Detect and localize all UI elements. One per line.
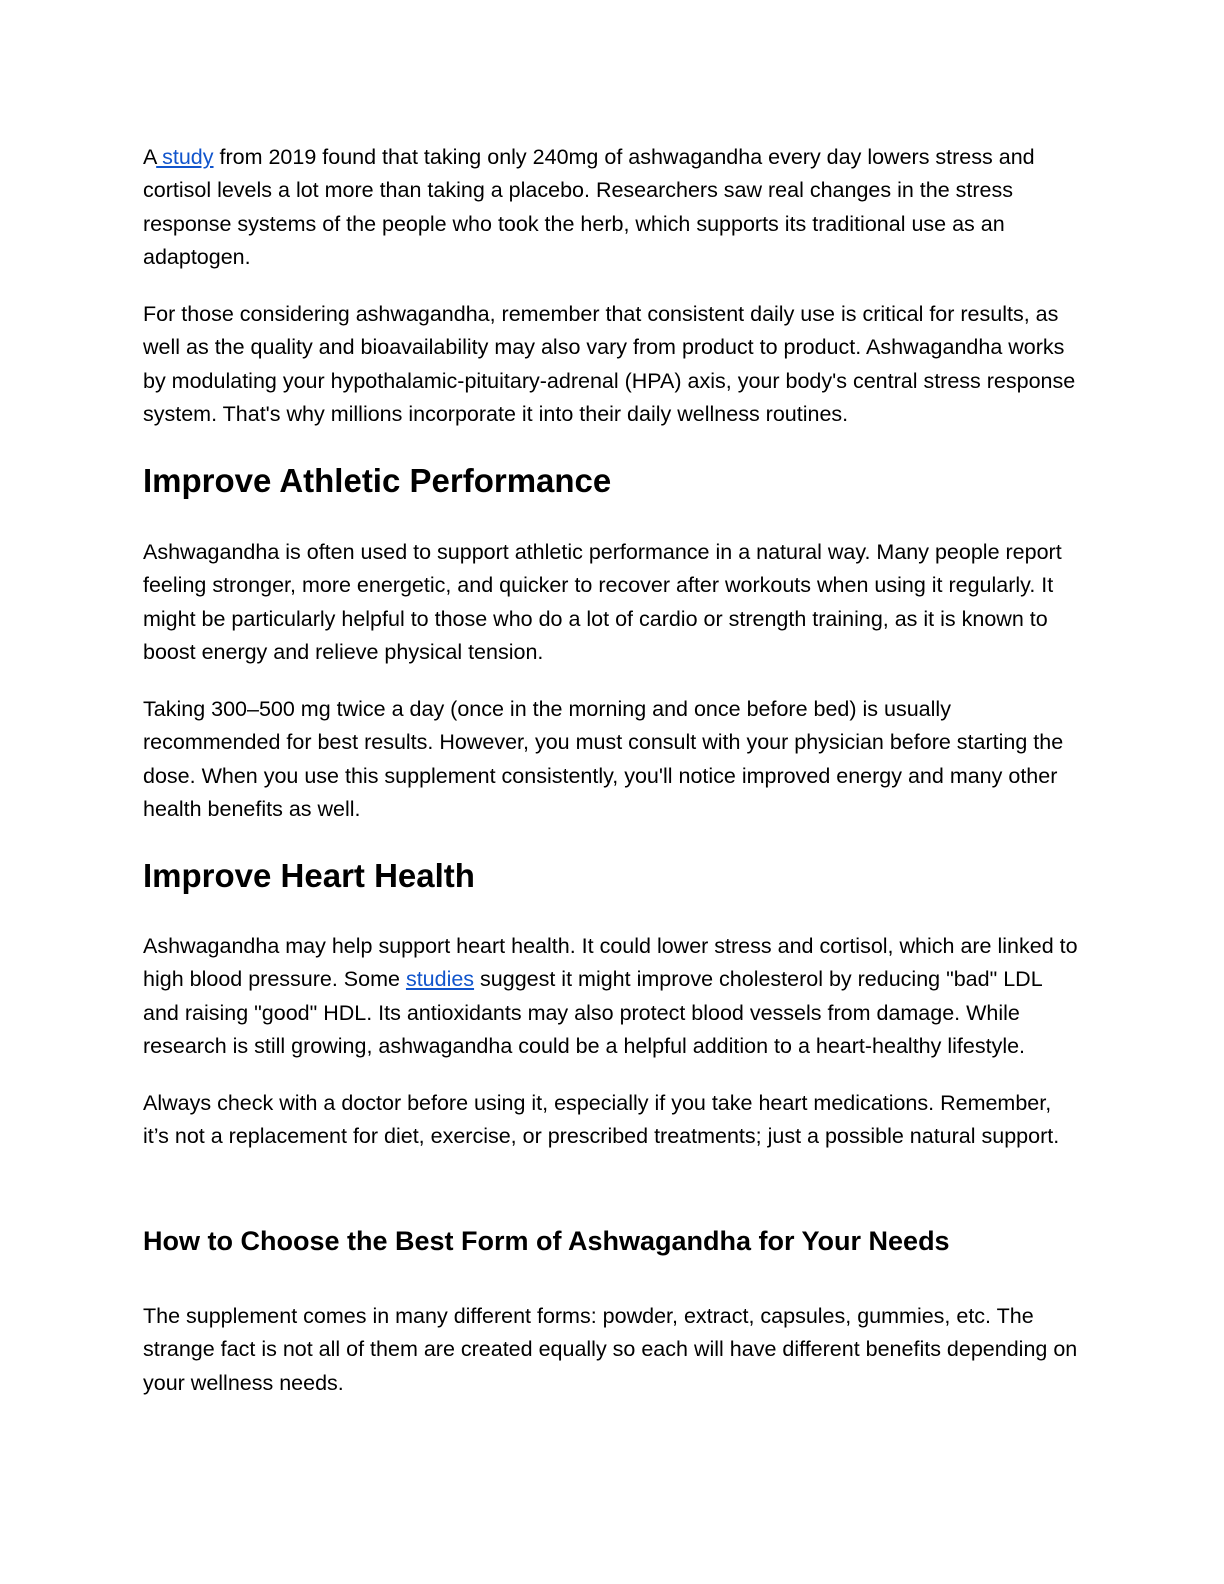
paragraph-athletic-support: Ashwagandha is often used to support athletic performance in a natural way. Many people report feeling stronger, more energetic, and quicker to recover after workouts when using it regularly. It might be particularly helpful to those who do a lot of cardio or strength training, as it is known to boost energy and relieve physical tension. bbox=[143, 540, 1062, 664]
paragraph-5-lead: Ashwagandha may help support heart health. It could lower stress and cortisol, which are linked to high blood pressure. Some bbox=[143, 934, 1078, 992]
paragraph-hpa-axis: For those considering ashwagandha, remember that consistent daily use is critical for results, as well as the quality and bioavailability may also vary from product to product. Ashwagandha works by modulating your hypothalamic-pituitary-adrenal (HPA) axis, your body's central stress response system. That's why millions incorporate it into their daily wellness routines. bbox=[143, 302, 1076, 426]
paragraph-1-lead: A bbox=[143, 145, 157, 169]
heading-heart-health: Improve Heart Health bbox=[143, 857, 475, 894]
paragraph-1-body: from 2019 found that taking only 240mg of ashwagandha every day lowers stress and cortisol levels a lot more than taking a placebo. Researchers saw real changes in the stress response systems of the people who took the herb, which supports its traditional use as an adaptogen. bbox=[143, 145, 1035, 269]
studies-link[interactable]: studies bbox=[405, 967, 475, 992]
paragraph-dosage: Taking 300–500 mg twice a day (once in the morning and once before bed) is usually recommended for best results. However, you must consult with your physician before starting the dose. When you use this supplement consistently, you'll notice improved energy and many other health benefits as well. bbox=[143, 697, 1064, 821]
paragraph-heart-support bbox=[143, 930, 1078, 1063]
paragraph-study-2019 bbox=[143, 141, 1078, 274]
paragraph-doctor-advice: Always check with a doctor before using it, especially if you take heart medications. Remember, it’s not a replacement for diet, exercise, or prescribed treatments; just a possible natural support. bbox=[143, 1091, 1060, 1149]
paragraph-5-body: suggest it might improve cholesterol by reducing "bad" LDL and raising "good" HDL. Its antioxidants may also protect blood vessels from damage. While research is still growing, ashwagandha could be a helpful addition to a heart-healthy lifestyle. bbox=[143, 967, 1042, 1058]
heading-athletic-performance: Improve Athletic Performance bbox=[143, 462, 612, 499]
paragraph-supplement-forms: The supplement comes in many different forms: powder, extract, capsules, gummies, etc. The strange fact is not all of them are created equally so each will have different benefits depending on your wellness needs. bbox=[143, 1304, 1078, 1395]
heading-choose-form: How to Choose the Best Form of Ashwagandha for Your Needs bbox=[143, 1226, 950, 1256]
study-link[interactable]: study bbox=[156, 145, 214, 169]
